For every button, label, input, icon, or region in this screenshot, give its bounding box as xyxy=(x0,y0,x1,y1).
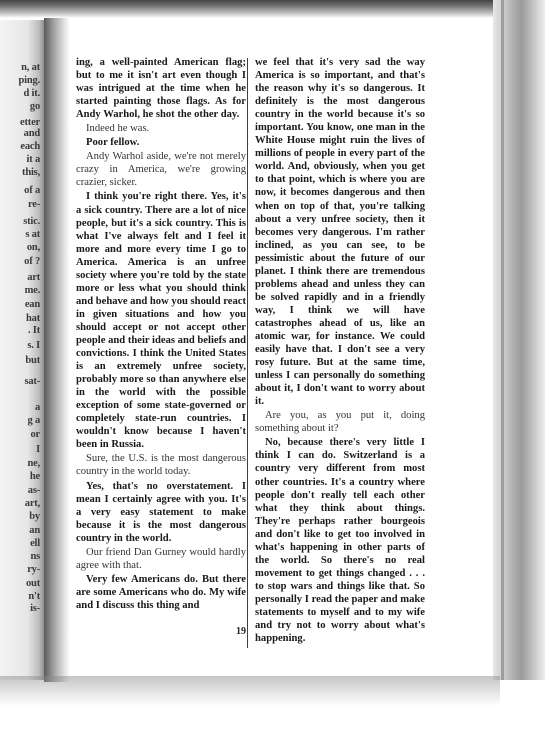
previous-page-text-fragment: but xyxy=(25,355,40,366)
interviewee-paragraph: ing, a well-painted American flag; but to me it isn't art even though I was intrigued at the time when he started painting those flags. As for Andy Warhol, he shot the other day. xyxy=(76,57,246,121)
previous-page-text-fragment: stic. xyxy=(23,216,40,227)
previous-page-text-fragment: of a xyxy=(24,185,40,196)
previous-page-text-fragment: ne, xyxy=(27,458,40,469)
interviewer-paragraph: Are you, as you put it, doing something about it? xyxy=(255,410,425,435)
previous-page-text-fragment: ping. xyxy=(18,75,40,86)
interviewee-paragraph: we feel that it's very sad the way America is so important, and that's the reason why it's so dangerous. It definitely is the most dangerous country in the world because it's so important. You know, one man in the White House might ruin the lives of millions of people in every part of the world. And, obviously, when you get to that point, which is where you are now, it becomes dangerous and then when on top of that, you're talking about a very unfree society, then it becomes very dangerous. I'm rather inclined, as you can see, to be pessimistic about the future of our planet. I think there are tremendous problems ahead and unless they can be solved rapidly and in a friendly way, I think we will have catastrophes ahead of us, like an atomic war, for instance. We could easily have that. I don't see a very rosy future. But at the same time, unless I can personally do something about it, I don't want to worry about it. xyxy=(255,57,425,408)
previous-page-text-fragment: a xyxy=(34,402,40,413)
previous-page-text-fragment: ry- xyxy=(27,564,40,575)
previous-page-text-fragment: an xyxy=(29,525,40,536)
previous-page-text-fragment: art, xyxy=(24,498,40,509)
left-text-column xyxy=(76,56,246,612)
previous-page-text-fragment: and xyxy=(23,128,40,139)
previous-page-text-fragment: as- xyxy=(27,485,40,496)
previous-page-text-fragment: sat- xyxy=(24,376,40,387)
previous-page-text-fragment: n, at xyxy=(21,62,40,73)
page-number: 19 xyxy=(236,626,246,637)
previous-page-text-fragment: is- xyxy=(30,603,40,614)
interviewer-paragraph: Sure, the U.S. is the most dangerous country in the world today. xyxy=(76,453,246,478)
previous-page-text-fragment: d it. xyxy=(23,88,40,99)
previous-page-text-fragment: or xyxy=(30,429,40,440)
interviewee-paragraph: Very few Americans do. But there are some Americans who do. My wife and I discuss this thing and xyxy=(76,573,246,611)
previous-page-text-fragment: it a xyxy=(26,154,40,165)
previous-page-text-fragment: each xyxy=(20,141,40,152)
top-cover-shadow xyxy=(0,0,545,18)
previous-page-text-fragment: out xyxy=(26,578,40,589)
interviewee-paragraph: Yes, that's no overstatement. I mean I certainly agree with you. It's a very easy statement to make because it is the most dangerous country in the world. xyxy=(76,480,246,544)
interviewee-paragraph: Poor fellow. xyxy=(86,137,140,149)
previous-page-text-fragment: g a xyxy=(27,415,40,426)
previous-page-text-fragment: ell xyxy=(30,538,40,549)
interviewee-paragraph: No, because there's very little I think I can do. Switzerland is a country very different from most other countries. It's a country where people don't really tell each other what they think about things. They're perhaps rather bourgeois and don't like to get too involved in what's happening in other parts of the world. So there's no real movement to get things changed . . . to stop wars and things like that. So personally I read the paper and make statements to myself and to my wife and try not to worry about what's happening. xyxy=(255,437,425,645)
previous-page-text-fragment: ns xyxy=(30,551,40,562)
previous-page-text-fragment: hat xyxy=(26,313,40,324)
interviewee-paragraph: I think you're right there. Yes, it's a sick country. There are a lot of nice people, but it's a sick country. This is what I've always felt and I feel it more and more every time I go to America. America is an unfree society where you're told by the state more or less what you should think and behave and how you should react in given situations and how you should accept or not accept other people and their ideas and beliefs and convictions. I think the United States is an extremely unfree society, probably more so than anywhere else in the world with the possible exception of some state-governed or completely state-run countries. I wouldn't know because I haven't been in Russia. xyxy=(76,191,246,451)
previous-page-text-fragment: s at xyxy=(25,229,40,240)
previous-page-text-fragment: art xyxy=(27,272,40,283)
previous-page-text-fragment: he xyxy=(29,471,40,482)
interviewer-paragraph: Our friend Dan Gurney would hardly agree with that. xyxy=(76,546,246,571)
interviewer-paragraph: Andy Warhol aside, we're not merely crazy in America, we're growing crazier, sicker. xyxy=(76,151,246,189)
interviewer-paragraph: Indeed he was. xyxy=(86,123,150,135)
previous-page-text-fragment: n't xyxy=(28,591,40,602)
previous-page-text-fragment: by xyxy=(29,511,40,522)
previous-page-text-fragment: ean xyxy=(24,299,40,310)
previous-page-text-fragment: me. xyxy=(24,285,40,296)
previous-page-text-fragment: of ? xyxy=(24,256,40,267)
previous-page-text-fragment: . It xyxy=(27,325,40,336)
previous-page-text-fragment: etter xyxy=(20,117,40,128)
right-text-column xyxy=(255,56,425,645)
previous-page-edge xyxy=(0,20,46,680)
previous-page-text-fragment: this, xyxy=(22,167,40,178)
previous-page-text-fragment: I xyxy=(36,444,40,455)
previous-page-text-fragment: s. I xyxy=(27,340,40,351)
previous-page-text-fragment: re- xyxy=(27,199,40,210)
book-cover-edge xyxy=(493,0,545,680)
previous-page-text-fragment: on, xyxy=(26,242,40,253)
book-page xyxy=(60,18,496,678)
column-divider xyxy=(247,58,248,648)
page-bottom-shadow xyxy=(0,676,500,706)
previous-page-text-fragment: go xyxy=(29,101,40,112)
